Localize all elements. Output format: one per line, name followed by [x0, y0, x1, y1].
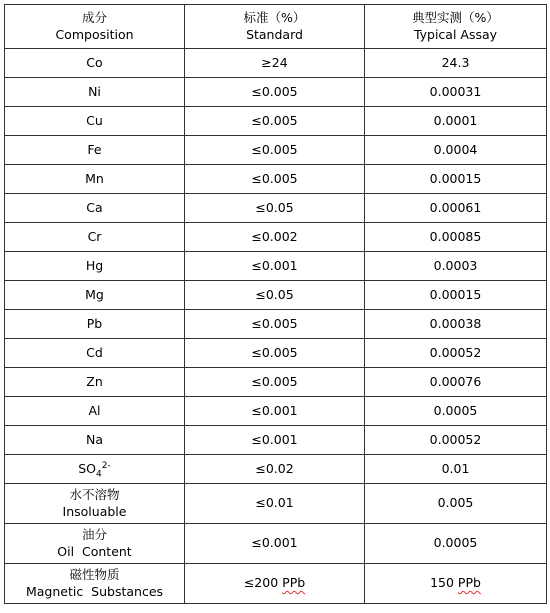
component-cell: Pb — [5, 310, 185, 339]
assay-cell: 0.00061 — [365, 194, 547, 223]
assay-cell: 0.00031 — [365, 78, 547, 107]
assay-cell: 0.0004 — [365, 136, 547, 165]
unit-ppb: PPb — [457, 575, 481, 591]
component-cell: Hg — [5, 252, 185, 281]
composition-spec-table — [4, 4, 547, 604]
header-composition-zh: 成分 — [81, 9, 107, 25]
header-typical-assay — [365, 5, 547, 49]
assay-cell: 0.00052 — [365, 339, 547, 368]
table-row — [5, 165, 547, 194]
component-cell: Al — [5, 397, 185, 426]
header-composition — [5, 5, 185, 49]
standard-cell: ≤0.02 — [185, 455, 365, 484]
table-row — [5, 136, 547, 165]
assay-cell: 150 PPb — [365, 564, 547, 604]
table-row — [5, 107, 547, 136]
component-zh: 水不溶物 — [69, 486, 120, 502]
standard-cell: ≤0.005 — [185, 339, 365, 368]
assay-cell: 0.00038 — [365, 310, 547, 339]
header-standard-en: Standard — [246, 26, 303, 42]
component-cell: Fe — [5, 136, 185, 165]
component-cell: Mn — [5, 165, 185, 194]
component-cell: Co — [5, 49, 185, 78]
assay-cell: 0.00015 — [365, 281, 547, 310]
component-cell: Mg — [5, 281, 185, 310]
assay-cell: 0.00052 — [365, 426, 547, 455]
header-assay-zh: 典型实测（%） — [412, 9, 499, 25]
table-row — [5, 223, 547, 252]
table-header-row — [5, 5, 547, 49]
header-assay-en: Typical Assay — [413, 26, 498, 42]
assay-cell: 0.0001 — [365, 107, 547, 136]
assay-cell: 0.0003 — [365, 252, 547, 281]
standard-cell: ≤0.005 — [185, 165, 365, 194]
assay-cell: 0.01 — [365, 455, 547, 484]
table-row — [5, 310, 547, 339]
standard-cell: ≤200 PPb — [185, 564, 365, 604]
assay-cell: 0.0005 — [365, 524, 547, 564]
component-cell — [5, 564, 185, 604]
component-en: Oil Content — [57, 543, 132, 559]
table-row — [5, 339, 547, 368]
table-row — [5, 49, 547, 78]
component-cell: Cr — [5, 223, 185, 252]
standard-cell: ≤0.002 — [185, 223, 365, 252]
component-cell: Ca — [5, 194, 185, 223]
table-row — [5, 252, 547, 281]
table-row-insoluble — [5, 484, 547, 524]
standard-cell: ≤0.01 — [185, 484, 365, 524]
standard-cell: ≤0.001 — [185, 252, 365, 281]
assay-cell: 0.005 — [365, 484, 547, 524]
standard-cell: ≤0.001 — [185, 397, 365, 426]
sulfate-formula: $SO_4^{2-}$ — [78, 460, 111, 480]
header-composition-en: Composition — [55, 26, 134, 42]
standard-cell: ≤0.005 — [185, 107, 365, 136]
table-row-sulfate — [5, 455, 547, 484]
header-standard-zh: 标准（%） — [243, 9, 306, 25]
table-row — [5, 78, 547, 107]
standard-cell: ≤0.001 — [185, 524, 365, 564]
component-cell: Cu — [5, 107, 185, 136]
component-cell — [5, 524, 185, 564]
standard-cell: ≤0.005 — [185, 136, 365, 165]
assay-cell: 24.3 — [365, 49, 547, 78]
table-row-magnetic — [5, 564, 547, 604]
component-en: Insoluable — [62, 503, 127, 519]
table-row — [5, 281, 547, 310]
table-row — [5, 368, 547, 397]
component-cell: Cd — [5, 339, 185, 368]
component-en: Magnetic Substances — [25, 583, 164, 599]
standard-cell: ≤0.05 — [185, 194, 365, 223]
standard-cell: ≤0.005 — [185, 78, 365, 107]
header-standard — [185, 5, 365, 49]
assay-cell: 0.00076 — [365, 368, 547, 397]
table-row — [5, 397, 547, 426]
component-cell: Na — [5, 426, 185, 455]
table-row-oil — [5, 524, 547, 564]
table-row — [5, 426, 547, 455]
standard-cell: ≤0.005 — [185, 368, 365, 397]
component-cell: Zn — [5, 368, 185, 397]
component-cell — [5, 455, 185, 484]
unit-ppb: PPb — [282, 575, 306, 591]
component-zh: 磁性物质 — [69, 566, 120, 582]
standard-cell: ≤0.001 — [185, 426, 365, 455]
assay-cell: 0.00015 — [365, 165, 547, 194]
table-row — [5, 194, 547, 223]
assay-cell: 0.00085 — [365, 223, 547, 252]
standard-cell: ≤0.05 — [185, 281, 365, 310]
component-cell: Ni — [5, 78, 185, 107]
standard-cell: ≤0.005 — [185, 310, 365, 339]
standard-cell: ≥24 — [185, 49, 365, 78]
assay-cell: 0.0005 — [365, 397, 547, 426]
component-cell — [5, 484, 185, 524]
component-zh: 油分 — [81, 526, 107, 542]
